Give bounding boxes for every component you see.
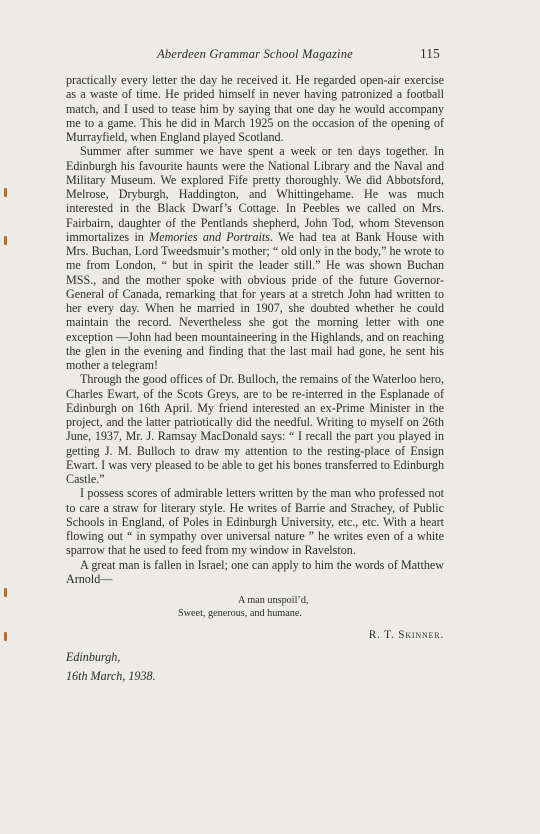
article-body xyxy=(66,73,444,683)
page-number: 115 xyxy=(420,46,440,61)
paragraph-text: Summer after summer we have spent a week or ten days together. In Edinburgh his favourite haunts were the National Library and the Naval and Military Museum. We explored Fife pretty thoroughly. We did Abbotsford, Melrose, Dryburgh, Haddington, and Whittingehame. He was much interested in the Black Dwarf’s Cottage. In Peebles we called on Mrs. Fairbairn, daughter of the Pentlands shepherd, John Tod, whom Stevenson immortalizes in xyxy=(66,144,444,244)
poem-line: A man unspoil’d, xyxy=(238,595,309,606)
paragraph: practically every letter the day he received it. He regarded open-air exercise as a waste of time. He prided himself in never having patronized a football match, and I used to tease him by saying that one day he would accompany me to a game. This he did in March 1925 on the occasion of the opening of Murrayfield, when England played Scotland. xyxy=(66,73,444,144)
running-head-title: Aberdeen Grammar School Magazine xyxy=(157,47,353,61)
poem-quote xyxy=(66,595,444,620)
date-rest: March, 1938. xyxy=(87,668,156,683)
paragraph: I possess scores of admirable letters written by the man who professed not to care a straw for literary style. He writes of Barrie and Strachey, of Public Schools in England, of Poles in Edinburgh University, etc., etc. With a heart flowing out “ in sympathy over universal nature ” he writes even of a white sparrow that he used to feed from my window in Ravelston. xyxy=(66,486,444,558)
paragraph xyxy=(66,144,444,372)
margin-mark xyxy=(4,188,7,197)
poem-line: Sweet, generous, and humane. xyxy=(178,607,302,619)
date-day: 16th xyxy=(66,668,88,683)
margin-mark xyxy=(4,236,7,245)
margin-mark xyxy=(4,632,7,641)
dateline-date xyxy=(66,669,444,683)
paragraph: Through the good offices of Dr. Bulloch, the remains of the Waterloo hero, Charles Ewart, of the Scots Greys, are to be re-interred in the Esplanade of Edinburgh on 16th April. My friend interested an ex-Prime Minister in the project, and the latter patriotically did the needful. Writing to myself on 26th June, 1937, Mr. J. Ramsay MacDonald says: “ I recall the part you played in getting J. M. Bulloch to draw my attention to the resting-place of Ensign Ewart. I was very pleased to be able to get his bones transferred to Edinburgh Castle.” xyxy=(66,372,444,486)
paragraph: A great man is fallen in Israel; one can apply to him the words of Matthew Arnold— xyxy=(66,557,444,586)
book-title: Memories and Portraits xyxy=(149,229,270,244)
author-signature: R. T. Skinner. xyxy=(368,629,444,641)
paragraph-text: . We had tea at Bank House with Mrs. Buchan, Lord Tweedsmuir’s mother; “ old only in the body,” he wrote to me from London, “ but in spirit the leader still.” He was shown Buchan MSS., and the mother spoke with obvious pride of the future Governor-General of Canada, remarking that for years at a stretch John had written to her every day. When he married in 1907, she doubted whether he could maintain the record. Nevertheless she got the morning letter with one exception —John had been mountaineering in the Highlands, and on reaching the glen in the evening and finding that the last mail had gone, he sent his mother a telegram! xyxy=(66,229,445,372)
dateline-place: Edinburgh, xyxy=(66,650,121,665)
margin-mark xyxy=(4,588,7,597)
